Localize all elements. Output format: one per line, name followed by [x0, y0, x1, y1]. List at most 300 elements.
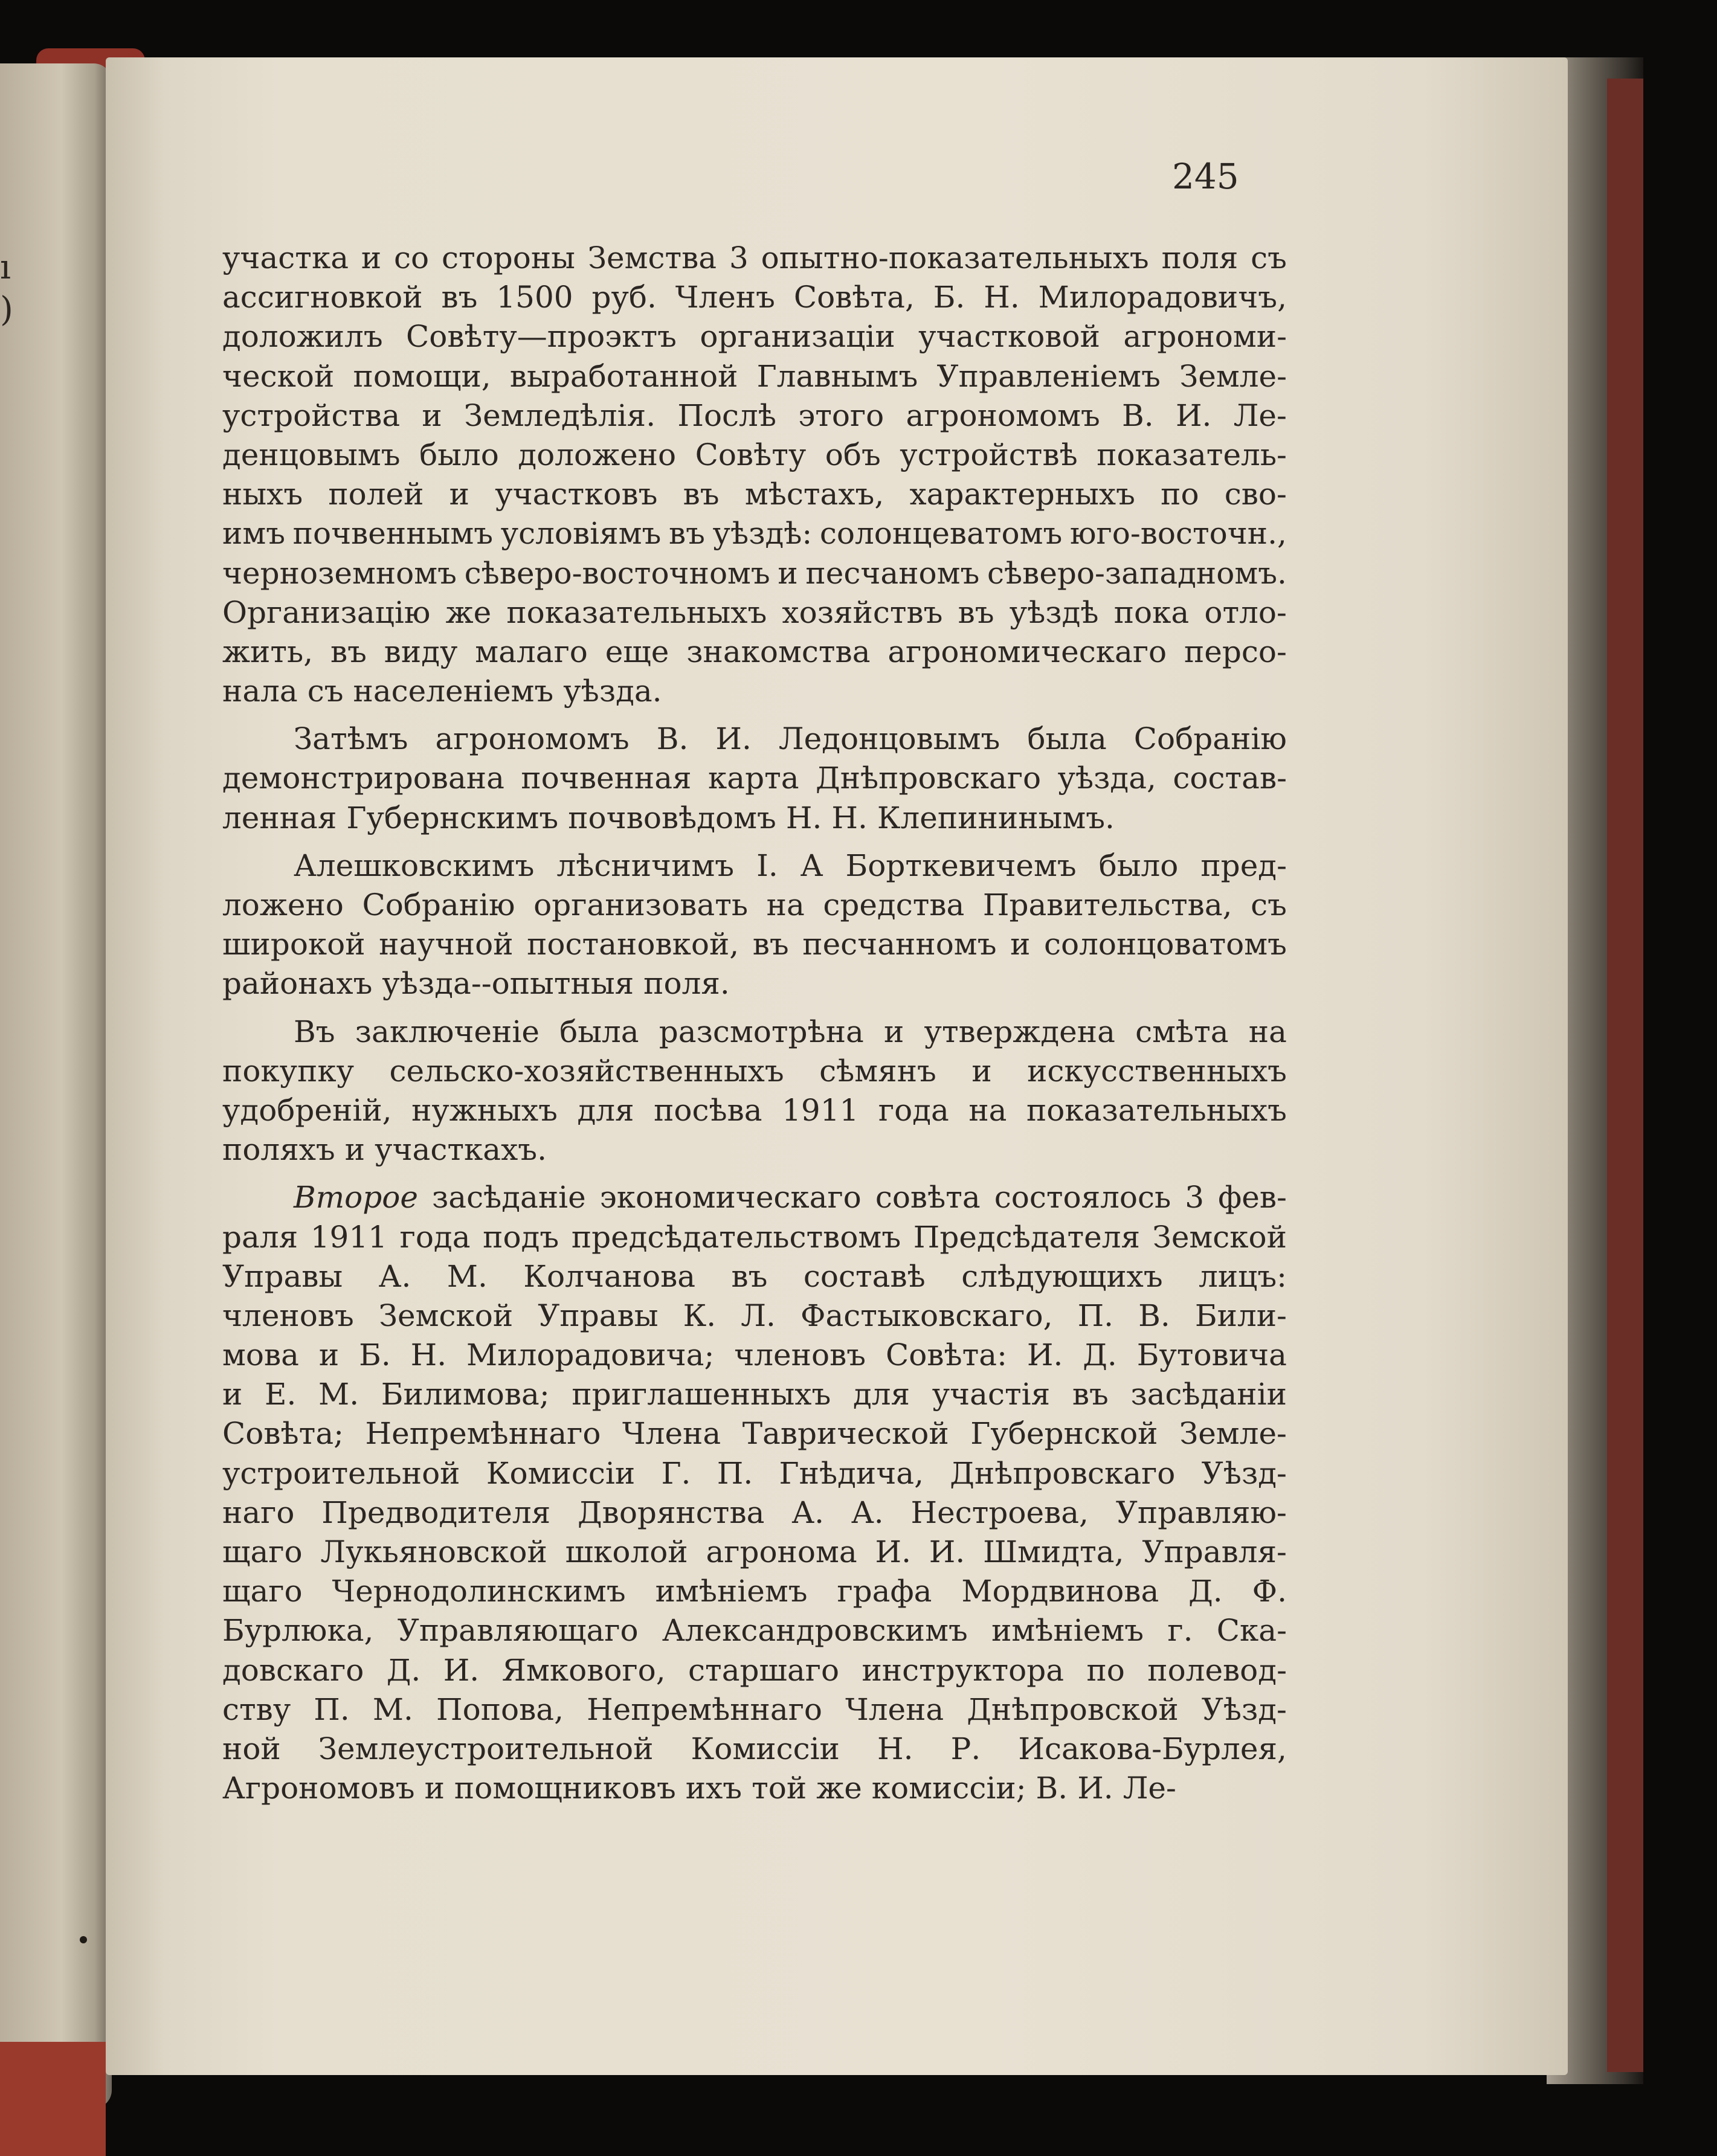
word: полевод-	[1147, 1652, 1287, 1688]
text-line	[222, 1769, 1287, 1808]
word: имъ	[222, 516, 286, 552]
word: И.	[1077, 1771, 1113, 1806]
text-line	[222, 357, 1287, 396]
word: мова	[222, 1337, 299, 1373]
word: П.	[314, 1691, 350, 1727]
page-number: 245	[1172, 156, 1239, 197]
word: поля.	[643, 966, 730, 1002]
word: показательныхъ	[506, 594, 767, 630]
word: Затѣмъ	[294, 721, 408, 757]
word: Клепининымъ.	[877, 800, 1115, 835]
word: Милорадовичъ,	[1038, 280, 1287, 315]
word: Е.	[264, 1377, 297, 1412]
word: сво-	[1224, 477, 1287, 512]
text-line	[222, 436, 1287, 475]
word: въ	[752, 927, 789, 962]
word: и	[449, 477, 469, 512]
word: денцовымъ	[222, 437, 401, 472]
word: участковой	[918, 319, 1100, 355]
word: было	[1098, 848, 1179, 883]
word: 3	[1185, 1180, 1205, 1215]
word: Нестроева,	[910, 1495, 1089, 1530]
word: солонцоватомъ	[1043, 927, 1287, 962]
word: юго-восточн.,	[1070, 516, 1287, 552]
word: В.	[1138, 1298, 1170, 1333]
word: уѣздѣ	[1009, 594, 1099, 630]
word: Милорадовича;	[466, 1337, 715, 1373]
word: А	[800, 848, 823, 883]
word: же	[445, 594, 492, 630]
word: и	[361, 240, 382, 275]
word: показательныхъ	[1026, 1092, 1287, 1128]
word: Днѣпровской	[967, 1691, 1179, 1727]
word: участія	[932, 1377, 1051, 1412]
word: почвовѣдомъ	[568, 800, 776, 835]
word: Земства	[587, 240, 717, 275]
word: П.	[1077, 1298, 1114, 1333]
text-line	[222, 1493, 1287, 1533]
word: Агрономовъ	[222, 1771, 415, 1806]
word: еще	[605, 634, 669, 669]
word: Н.	[410, 1337, 447, 1373]
word: Уѣзд-	[1201, 1455, 1287, 1491]
word: отло-	[1204, 594, 1287, 630]
word: В.	[1122, 397, 1154, 433]
word: поля	[1161, 240, 1239, 275]
word: И.	[1175, 397, 1212, 433]
margin-mark	[80, 1936, 87, 1943]
word: Совѣту	[695, 437, 807, 472]
word: и	[424, 1771, 445, 1806]
word: заключеніе	[355, 1014, 540, 1049]
word: инструктора	[862, 1652, 1065, 1688]
word: Алешковскимъ	[294, 848, 535, 883]
word: 3	[729, 240, 749, 275]
left-page-edge	[0, 63, 112, 2108]
right-cover-edge	[1607, 79, 1643, 2072]
word: Ле-	[1233, 397, 1287, 433]
word: средства	[823, 887, 965, 922]
word: населеніемъ	[353, 674, 554, 709]
text-line	[222, 1730, 1287, 1769]
word: ихъ	[685, 1771, 743, 1806]
word: демонстрирована	[222, 761, 504, 796]
word: черноземномъ	[222, 555, 457, 591]
word: съ	[1251, 240, 1287, 275]
word: Предводителя	[321, 1495, 551, 1530]
word: Собранію	[1133, 721, 1287, 757]
word: К.	[683, 1298, 717, 1333]
word: Управляющаго	[397, 1613, 639, 1649]
word: для	[852, 1377, 910, 1412]
word: года	[878, 1092, 949, 1128]
word: И.	[443, 1652, 480, 1688]
word: Борткевичемъ	[845, 848, 1077, 883]
word: ныхъ	[222, 477, 303, 512]
word: старшаго	[688, 1652, 840, 1688]
word: посѣва	[654, 1092, 762, 1128]
word: широкой	[222, 927, 366, 962]
text-line	[222, 719, 1287, 759]
word: Александровскимъ	[662, 1613, 968, 1649]
word: состав-	[1173, 761, 1287, 796]
word: довскаго	[222, 1652, 364, 1688]
text-line	[222, 1052, 1287, 1091]
word: покупку	[222, 1053, 355, 1089]
word: устройствѣ	[900, 437, 1078, 472]
word: съ	[1251, 887, 1287, 922]
word: В.	[656, 721, 689, 757]
word: мѣстахъ,	[744, 477, 884, 512]
word: этого	[798, 397, 884, 433]
word: Дворянства	[578, 1495, 765, 1530]
word: нужныхъ	[411, 1092, 558, 1128]
word: была	[1027, 721, 1107, 757]
word: сѣверо-западномъ.	[987, 555, 1287, 591]
word: г.	[1167, 1613, 1193, 1649]
word: щаго	[222, 1534, 303, 1569]
word: Ле-	[1123, 1771, 1176, 1806]
word: сѣмянъ	[819, 1053, 936, 1089]
word: Комиссіи	[486, 1455, 636, 1491]
paragraph	[222, 846, 1287, 1004]
word: имѣніемъ	[655, 1574, 808, 1609]
text-line	[222, 1178, 1287, 1217]
word: пока	[1113, 594, 1190, 630]
word: Непремѣннаго	[587, 1691, 822, 1727]
word: въ	[441, 280, 478, 315]
word: Въ	[294, 1014, 335, 1049]
word: Совѣта:	[885, 1337, 1007, 1373]
paragraph-gap	[222, 1004, 1287, 1012]
word: показатель-	[1097, 437, 1287, 472]
text-line	[222, 1218, 1287, 1257]
word: М.	[446, 1258, 488, 1294]
text-line	[222, 593, 1287, 632]
word: на	[1248, 1014, 1287, 1049]
text-line	[222, 396, 1287, 436]
word: Б.	[933, 280, 965, 315]
word: экономическаго	[599, 1180, 862, 1215]
word: сельско-хозяйственныхъ	[389, 1053, 784, 1089]
word: уѣзда,	[1057, 761, 1156, 796]
word: районахъ	[222, 966, 373, 1002]
word: Уѣзд-	[1201, 1691, 1287, 1727]
word: почвенная	[521, 761, 692, 796]
text-line	[222, 632, 1287, 672]
paragraph-gap	[222, 1170, 1287, 1178]
text-line	[222, 1651, 1287, 1690]
word: Собранію	[362, 887, 515, 922]
word: Исакова-Бурлея,	[1018, 1731, 1287, 1766]
word: доложено	[518, 437, 677, 472]
word: разсмотрѣна	[659, 1014, 864, 1049]
word: Непремѣннаго	[365, 1416, 601, 1452]
word: участкахъ.	[375, 1132, 547, 1168]
word: Р.	[950, 1731, 981, 1766]
word: руб.	[591, 280, 657, 315]
word: утверждена	[924, 1014, 1115, 1049]
word: Члена	[622, 1416, 721, 1452]
word: по	[1161, 477, 1199, 512]
word: искусственныхъ	[1027, 1053, 1287, 1089]
word: Губернской	[970, 1416, 1158, 1452]
text-line	[222, 1690, 1287, 1730]
word: помощи,	[353, 358, 491, 394]
word: ленная	[222, 800, 337, 835]
word: устройства	[222, 397, 401, 433]
left-cover-edge-bottom	[0, 2042, 106, 2156]
word: условіямъ	[500, 516, 662, 552]
word: Земской	[378, 1298, 514, 1333]
word: поляхъ	[222, 1132, 335, 1168]
word: Главнымъ	[756, 358, 918, 394]
word: В.	[1036, 1771, 1068, 1806]
word: уѣздѣ:	[712, 516, 813, 552]
text-line	[222, 1257, 1287, 1296]
word: Мордвинова	[961, 1574, 1159, 1609]
word: А.	[851, 1495, 884, 1530]
word: Ледонцовымъ	[778, 721, 1000, 757]
word: нала	[222, 674, 298, 709]
word: Членъ	[675, 280, 775, 315]
word: Н.	[785, 800, 822, 835]
word: Губернскимъ	[346, 800, 559, 835]
word: Управы	[538, 1298, 659, 1333]
word: Попова,	[436, 1691, 564, 1727]
word: Д.	[1188, 1574, 1223, 1609]
word: ческой	[222, 358, 335, 394]
text-line	[222, 1296, 1287, 1336]
text-line	[222, 554, 1287, 593]
word: постановкой,	[527, 927, 739, 962]
word: Земской	[1152, 1219, 1287, 1255]
word: Шмидта,	[983, 1534, 1124, 1569]
text-line	[222, 239, 1287, 278]
word: доложилъ	[222, 319, 383, 355]
word: лѣсничимъ	[556, 848, 735, 883]
word: агрономомъ	[435, 721, 630, 757]
text-line	[222, 886, 1287, 925]
word: Д.	[1083, 1337, 1117, 1373]
text-line	[222, 1336, 1287, 1375]
word: въ	[330, 634, 367, 669]
word: Управленiемъ	[936, 358, 1161, 394]
word: и	[971, 1053, 992, 1089]
word: и	[884, 1014, 904, 1049]
body-text	[222, 239, 1287, 1808]
word: организовать	[533, 887, 749, 922]
word: М.	[318, 1377, 359, 1412]
word: совѣта	[875, 1180, 981, 1215]
word: И.	[875, 1534, 911, 1569]
word: ассигновкой	[222, 280, 423, 315]
word: песчанномъ	[802, 927, 997, 962]
word: знакомства	[686, 634, 871, 669]
word: агрономическаго	[887, 634, 1167, 669]
word: Послѣ	[677, 397, 776, 433]
word: Управля-	[1142, 1534, 1287, 1569]
word: приглашенныхъ	[572, 1377, 831, 1412]
text-line	[222, 1414, 1287, 1453]
word: въ	[731, 1258, 768, 1294]
word: полей	[328, 477, 424, 512]
text-line	[222, 514, 1287, 553]
word: песчаномъ	[805, 555, 980, 591]
italic-word: Второе	[294, 1180, 418, 1215]
word: Совѣта,	[793, 280, 915, 315]
word: въ	[669, 516, 705, 552]
word: Совѣта;	[222, 1416, 344, 1452]
text-line	[222, 1572, 1287, 1611]
word: участка	[222, 240, 349, 275]
word: на	[968, 1092, 1007, 1128]
word: и	[344, 1132, 366, 1168]
word: І.	[756, 848, 778, 883]
word: имѣніемъ	[991, 1613, 1144, 1649]
word: школой	[565, 1534, 688, 1569]
word: членовъ	[222, 1298, 354, 1333]
word: Днѣпровскаго	[950, 1455, 1176, 1491]
word: 1911	[782, 1092, 859, 1128]
word: засѣданіе	[432, 1180, 586, 1215]
word: П.	[717, 1455, 753, 1491]
word: Ф.	[1252, 1574, 1287, 1609]
word: состоялось	[994, 1180, 1171, 1215]
text-line	[222, 278, 1287, 317]
text-line	[222, 317, 1287, 356]
text-line	[222, 1454, 1287, 1493]
word: Комиссіи	[691, 1731, 840, 1766]
word: 1500	[496, 280, 573, 315]
word: и	[778, 555, 798, 591]
word: ложено	[222, 887, 344, 922]
word: пред-	[1200, 848, 1287, 883]
word: Земледѣлія.	[463, 397, 656, 433]
paragraph	[222, 1178, 1287, 1808]
word: и	[422, 397, 442, 433]
text-line	[222, 799, 1287, 838]
text-line	[222, 1611, 1287, 1650]
word: Бутовича	[1136, 1337, 1287, 1373]
word: Б.	[359, 1337, 391, 1373]
word: персо-	[1184, 634, 1287, 669]
left-page-fragment-char: )	[0, 290, 13, 329]
word: 1911	[310, 1219, 387, 1255]
word: Земле-	[1179, 1416, 1287, 1452]
word: раля	[222, 1219, 298, 1255]
word: лицъ:	[1199, 1258, 1287, 1294]
word: опытно-показательныхъ	[761, 240, 1149, 275]
word: Гнѣдича,	[779, 1455, 924, 1491]
word: въ	[683, 477, 720, 512]
paragraph	[222, 239, 1287, 711]
word: Л.	[741, 1298, 776, 1333]
word: Колчанова	[523, 1258, 696, 1294]
word: Землеустроительной	[318, 1731, 654, 1766]
word: щаго	[222, 1574, 303, 1609]
word: и	[1010, 927, 1031, 962]
word: организацiи	[700, 319, 895, 355]
word: той	[752, 1771, 807, 1806]
word: объ	[825, 437, 881, 472]
word: Д.	[386, 1652, 421, 1688]
text-line	[222, 964, 1287, 1003]
word: помощниковъ	[454, 1771, 676, 1806]
word: ству	[222, 1691, 291, 1727]
paragraph	[222, 719, 1287, 838]
text-line	[222, 846, 1287, 886]
paragraph-gap	[222, 711, 1287, 719]
paragraph	[222, 1012, 1287, 1170]
word: Н.	[984, 280, 1020, 315]
word: Организацію	[222, 594, 431, 630]
word: Билимова;	[381, 1377, 550, 1412]
word: И.	[1026, 1337, 1063, 1373]
word: ной	[222, 1731, 281, 1766]
word: по	[1086, 1652, 1125, 1688]
word: устроительной	[222, 1455, 460, 1491]
word: Чернодолинскимъ	[332, 1574, 626, 1609]
word: удобреній,	[222, 1092, 392, 1128]
word: для	[577, 1092, 634, 1128]
word: Члена	[845, 1691, 944, 1727]
word: А.	[378, 1258, 411, 1294]
word: стороны	[441, 240, 575, 275]
word: Днѣпровскаго	[816, 761, 1042, 796]
word: Фастыковскаго,	[800, 1298, 1053, 1333]
word: Таврической	[742, 1416, 949, 1452]
word: уѣзда--опытныя	[382, 966, 634, 1002]
word: Н.	[877, 1731, 913, 1766]
word: М.	[372, 1691, 413, 1727]
word: Бурлюка,	[222, 1613, 374, 1649]
word: виду	[384, 634, 458, 669]
word: въ	[1072, 1377, 1109, 1412]
word: съ	[307, 674, 344, 709]
text-line	[222, 1533, 1287, 1572]
word: сѣверо-восточномъ	[464, 555, 770, 591]
word: наго	[222, 1495, 295, 1530]
word: Г.	[661, 1455, 691, 1491]
word: Н.	[831, 800, 868, 835]
word: малаго	[475, 634, 588, 669]
word: карта	[708, 761, 799, 796]
word: уѣзда.	[563, 674, 662, 709]
word: Ямкового,	[501, 1652, 666, 1688]
text-line	[222, 1375, 1287, 1414]
text-line	[222, 759, 1287, 798]
word: солонцеватомъ	[819, 516, 1063, 552]
text-line	[222, 672, 1287, 711]
word: была	[559, 1014, 639, 1049]
word: А.	[791, 1495, 825, 1530]
word: Совѣту—проэктъ	[406, 319, 677, 355]
word: характерныхъ	[909, 477, 1135, 512]
word: года	[399, 1219, 471, 1255]
word: составѣ	[803, 1258, 926, 1294]
word: на	[766, 887, 805, 922]
word: Управы	[222, 1258, 343, 1294]
word: Предсѣдателя	[913, 1219, 1141, 1255]
word: подъ	[483, 1219, 559, 1255]
left-page-fragment-char: ı	[0, 248, 11, 287]
word: Правительства,	[982, 887, 1232, 922]
word: агрономомъ	[906, 397, 1100, 433]
word: же	[816, 1771, 862, 1806]
word: и	[222, 1377, 243, 1412]
word: И.	[715, 721, 752, 757]
